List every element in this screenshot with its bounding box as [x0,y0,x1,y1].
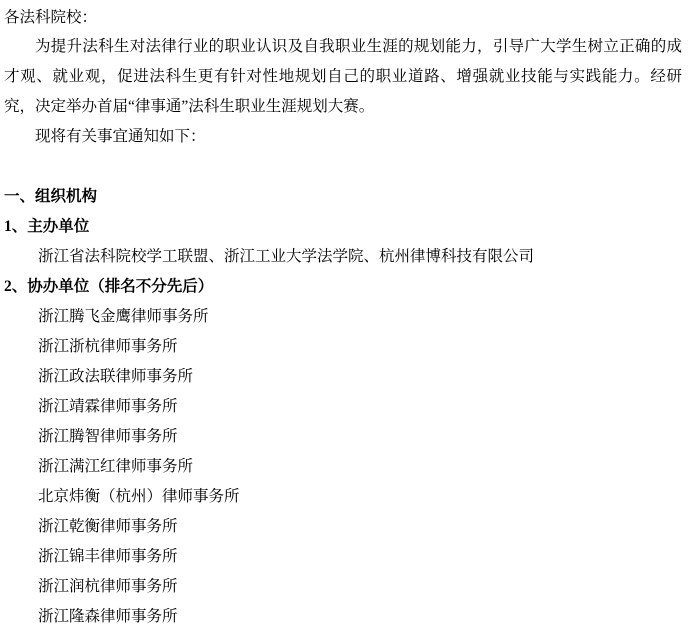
section-heading-organization: 一、组织机构 [4,188,98,205]
list-item: 浙江锦丰律师事务所 [38,548,178,565]
list-item: 浙江隆森律师事务所 [38,608,178,625]
paragraph-notice-intro: 现将有关事宜通知如下： [35,128,206,145]
paragraph-spacer [2,152,682,182]
list-item: 浙江腾飞金鹰律师事务所 [38,308,209,325]
subsection-heading-cohost: 2、协办单位（排名不分先后） [4,278,214,295]
list-item: 浙江浙杭律师事务所 [38,338,178,355]
subsection-heading-host: 1、主办单位 [4,218,90,235]
list-item: 浙江满江红律师事务所 [38,458,194,475]
host-organization-line: 浙江省法科院校学工联盟、浙江工业大学法学院、杭州律博科技有限公司 [38,248,535,265]
list-item: 北京炜衡（杭州）律师事务所 [38,488,240,505]
salutation-line: 各法科院校： [4,9,98,26]
list-item: 浙江靖霖律师事务所 [38,398,178,415]
paragraph-purpose: 为提升法科生对法律行业的职业认识及自我职业生涯的规划能力，引导广大学生树立正确的成才观、就业观，促进法科生更有针对性地规划自己的职业道路、增强就业技能与实践能力。经研究，决定举办首届“律事通”法科生职业生涯规划大赛。 [4,38,682,115]
body-paragraphs [2,32,682,152]
list-item: 浙江乾衡律师事务所 [38,518,178,535]
list-item: 浙江腾智律师事务所 [38,428,178,445]
list-item: 浙江润杭律师事务所 [38,578,178,595]
list-item: 浙江政法联律师事务所 [38,368,194,385]
